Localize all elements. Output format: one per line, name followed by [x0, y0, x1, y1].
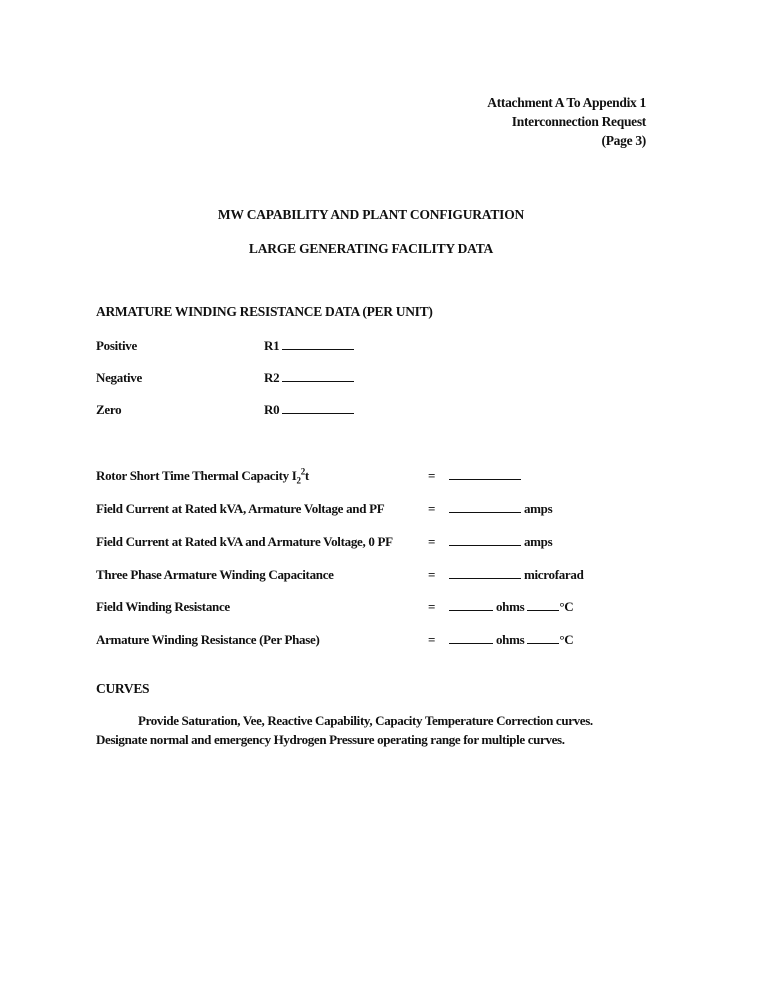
- rotor-label-text: Rotor Short Time Thermal Capacity I: [96, 468, 297, 483]
- r2-symbol: R2: [264, 370, 280, 385]
- field-current-0pf-unit: amps: [523, 534, 553, 549]
- curves-line-1: Provide Saturation, Vee, Reactive Capability, Capacity Temperature Correction curves.: [138, 713, 593, 728]
- armature-winding-resistance-equals: =: [428, 632, 436, 647]
- rotor-thermal-capacity-label: [96, 468, 309, 484]
- field-winding-temp-unit: °C: [559, 599, 574, 614]
- field-winding-resistance-label: Field Winding Resistance: [96, 599, 230, 614]
- armature-winding-resistance-field: [449, 632, 573, 648]
- r1-field: [264, 338, 354, 354]
- capacitance-field: [449, 567, 584, 583]
- sub-title: LARGE GENERATING FACILITY DATA: [248, 241, 494, 256]
- main-title: MW CAPABILITY AND PLANT CONFIGURATION: [217, 207, 525, 222]
- field-current-0pf-field: [449, 534, 552, 550]
- zero-label: Zero: [96, 402, 122, 417]
- rotor-label-sup: 2: [300, 466, 305, 477]
- field-current-pf-unit: amps: [523, 501, 553, 516]
- header-line-1: Attachment A To Appendix 1: [487, 95, 646, 110]
- r0-field: [264, 402, 354, 418]
- header-line-3: (Page 3): [601, 133, 646, 148]
- rotor-label-end: t: [304, 468, 309, 483]
- r2-blank[interactable]: [282, 370, 354, 382]
- r2-field: [264, 370, 354, 386]
- curves-heading: CURVES: [96, 681, 150, 696]
- capacitance-unit: microfarad: [523, 567, 584, 582]
- capacitance-label: Three Phase Armature Winding Capacitance: [96, 567, 334, 582]
- rotor-equals: =: [428, 468, 436, 483]
- armature-winding-ohms-unit: ohms: [495, 632, 525, 647]
- r0-blank[interactable]: [282, 402, 354, 414]
- field-winding-temp-blank[interactable]: [527, 599, 559, 611]
- rotor-blank[interactable]: [449, 468, 521, 480]
- r1-symbol: R1: [264, 338, 280, 353]
- positive-label: Positive: [96, 338, 137, 353]
- field-winding-ohms-unit: ohms: [495, 599, 525, 614]
- r1-blank[interactable]: [282, 338, 354, 350]
- field-current-0pf-equals: =: [428, 534, 436, 549]
- armature-winding-resistance-label: Armature Winding Resistance (Per Phase): [96, 632, 320, 647]
- negative-label: Negative: [96, 370, 142, 385]
- attachment-header: [487, 93, 646, 150]
- field-winding-resistance-equals: =: [428, 599, 436, 614]
- armature-winding-ohms-blank[interactable]: [449, 632, 493, 644]
- armature-winding-temp-unit: °C: [559, 632, 574, 647]
- curves-paragraph: [96, 711, 656, 749]
- field-current-pf-equals: =: [428, 501, 436, 516]
- r0-symbol: R0: [264, 402, 280, 417]
- rotor-label-sub: 2: [296, 475, 301, 486]
- armature-winding-temp-blank[interactable]: [527, 632, 559, 644]
- curves-line-2: Designate normal and emergency Hydrogen Pressure operating range for multiple curves.: [96, 732, 565, 747]
- header-line-2: Interconnection Request: [511, 114, 646, 129]
- field-winding-resistance-field: [449, 599, 573, 615]
- field-current-0pf-blank[interactable]: [449, 534, 521, 546]
- armature-heading: ARMATURE WINDING RESISTANCE DATA (PER UNIT): [96, 304, 433, 319]
- field-current-0pf-label: Field Current at Rated kVA and Armature Voltage, 0 PF: [96, 534, 393, 549]
- capacitance-blank[interactable]: [449, 567, 521, 579]
- field-current-pf-field: [449, 501, 552, 517]
- capacitance-equals: =: [428, 567, 436, 582]
- rotor-value-field: [449, 468, 521, 484]
- field-current-pf-label: Field Current at Rated kVA, Armature Voltage and PF: [96, 501, 385, 516]
- field-winding-ohms-blank[interactable]: [449, 599, 493, 611]
- field-current-pf-blank[interactable]: [449, 501, 521, 513]
